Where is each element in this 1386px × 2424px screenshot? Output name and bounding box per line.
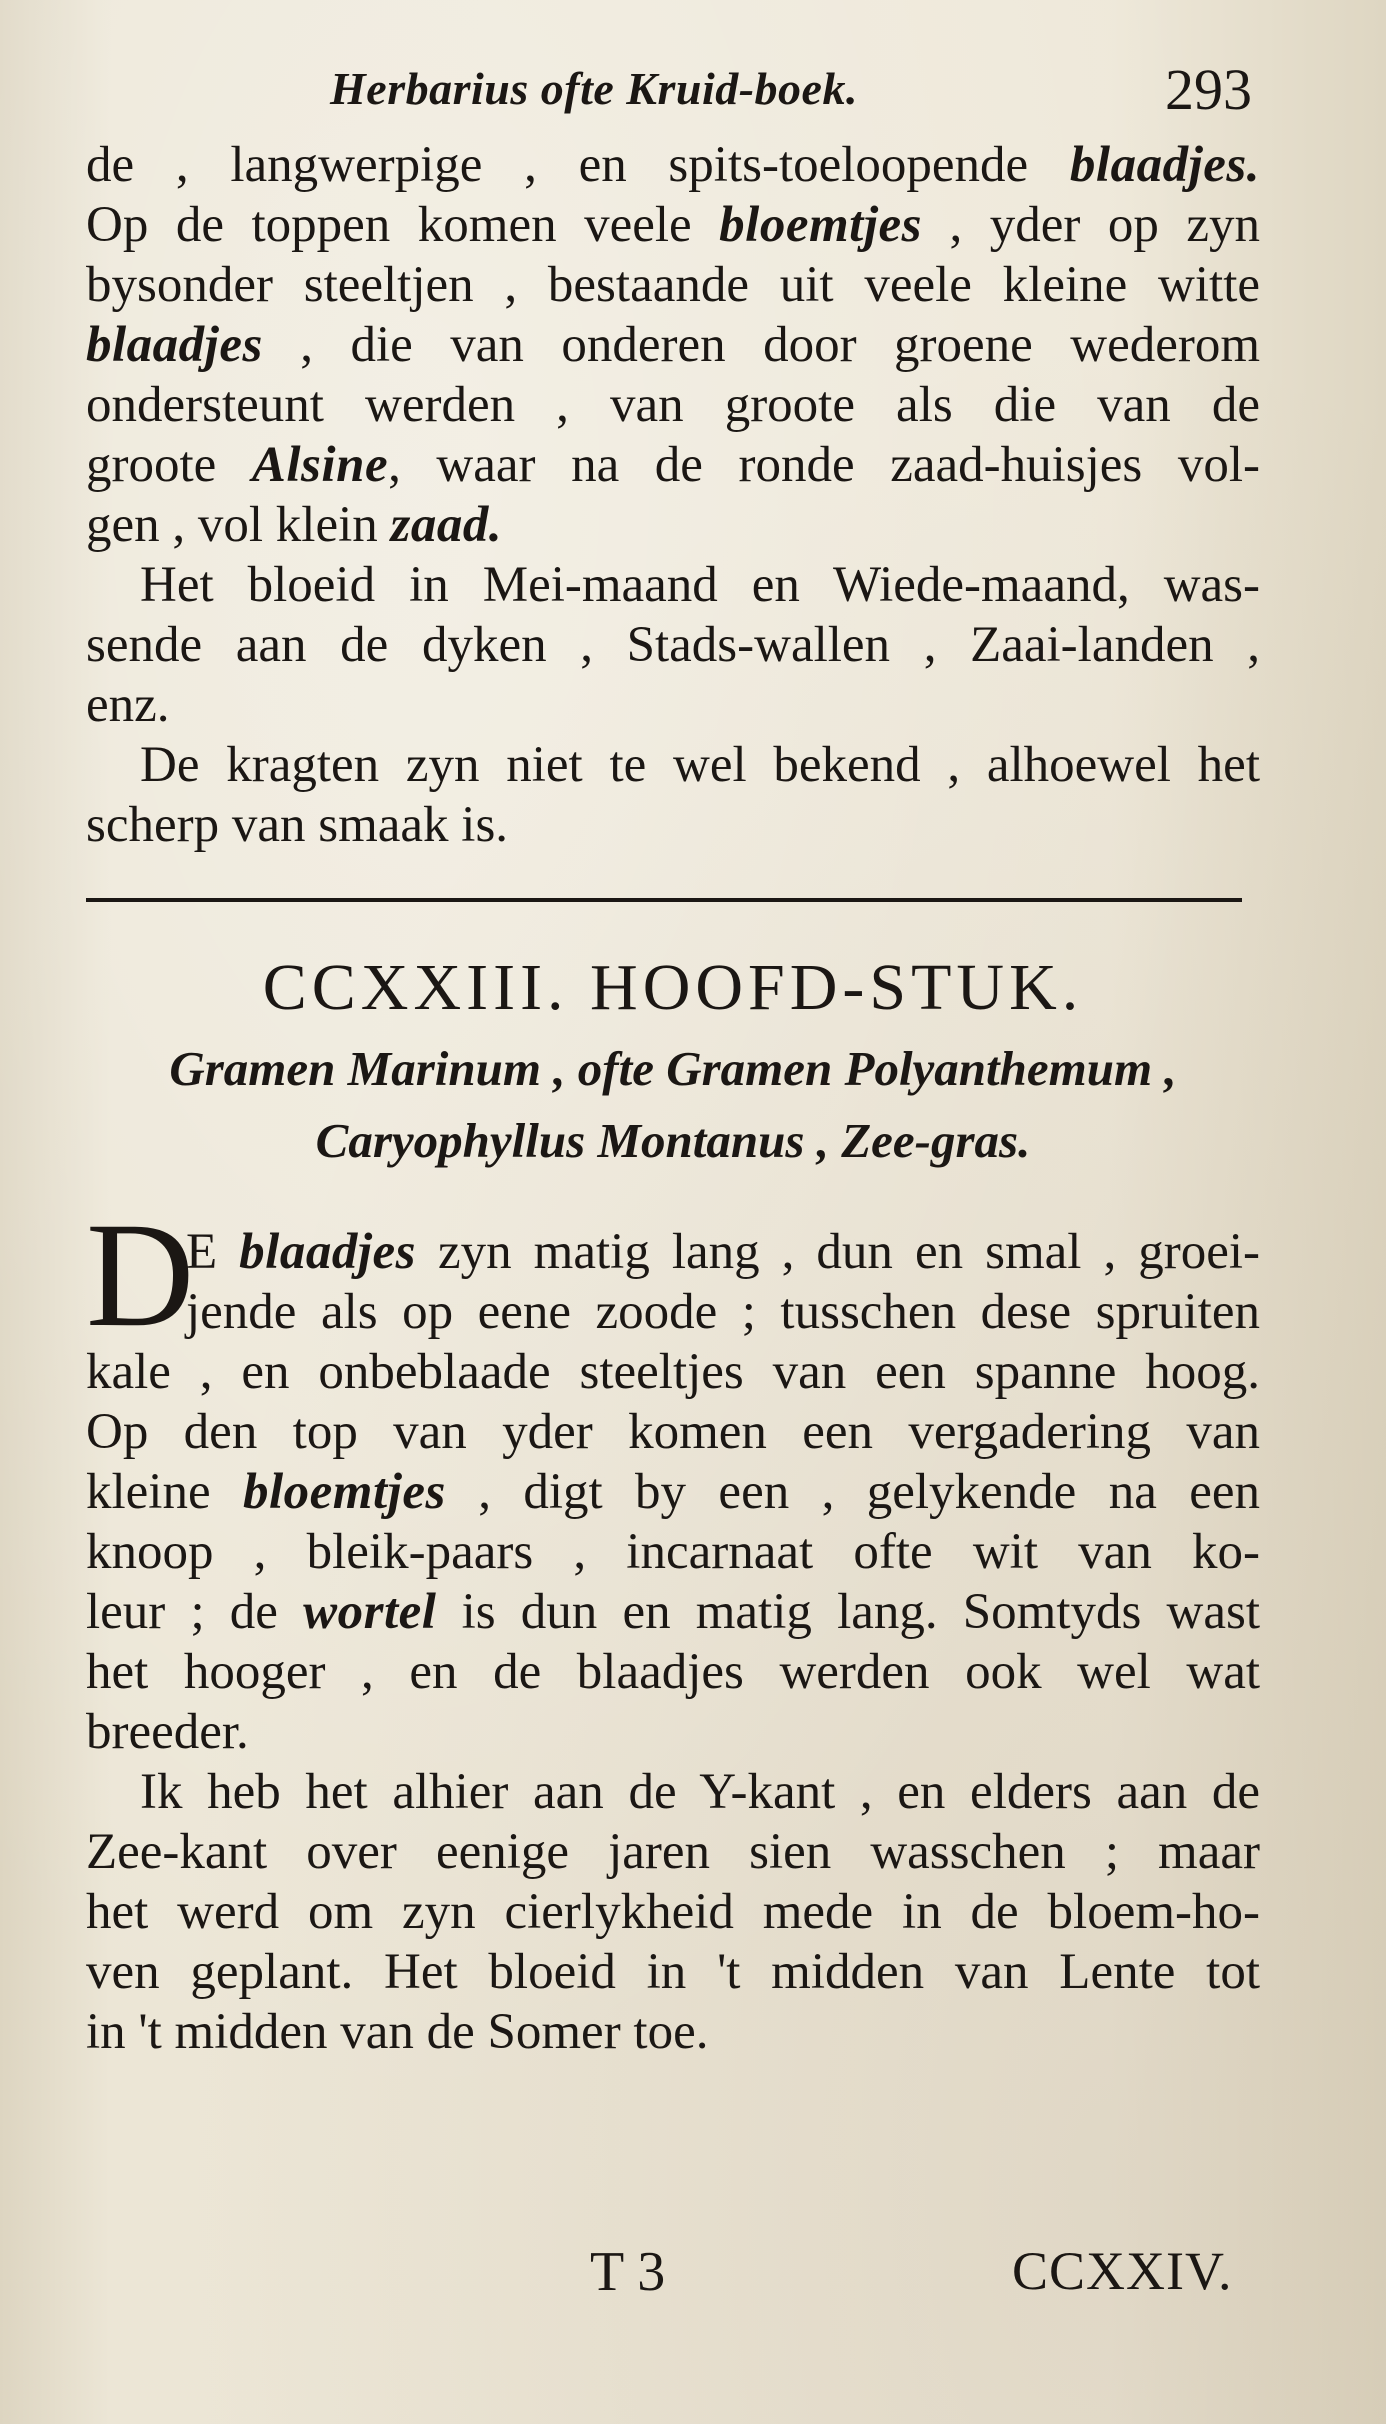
chapter-subtitle-line-2: Caryophyllus Montanus , Zee-gras. (315, 1113, 1031, 1168)
drop-cap-initial: D (86, 1192, 195, 1358)
text-line: Op den top van yder komen een vergadering van (86, 1404, 1260, 1460)
text-line: kale , en onbeblaade steeltjes van een spanne hoog. (86, 1344, 1260, 1400)
text-line: het hooger , en de blaadjes werden ook wel wat (86, 1644, 1260, 1700)
text-line: groote Alsine, waar na de ronde zaad-huisjes vol- (86, 437, 1260, 493)
section-divider-rule (86, 898, 1242, 902)
text-line: Ik heb het alhier aan de Y-kant , en elders aan de (140, 1764, 1260, 1820)
text-line: enz. (86, 677, 170, 733)
text-line: scherp van smaak is. (86, 797, 509, 853)
text-line: breeder. (86, 1704, 249, 1760)
text-line: in 't midden van de Somer toe. (86, 2004, 709, 2060)
text-line: ven geplant. Het bloeid in 't midden van Lente tot (86, 1944, 1260, 2000)
text-line: de , langwerpige , en spits-toeloopende blaadjes. (86, 137, 1260, 193)
text-line: kleine bloemtjes , digt by een , gelykende na een (86, 1464, 1260, 1520)
text-line: blaadjes , die van onderen door groene wederom (86, 317, 1260, 373)
text-line: Op de toppen komen veele bloemtjes , yder op zyn (86, 197, 1260, 253)
text-line: leur ; de wortel is dun en matig lang. Somtyds wast (86, 1584, 1260, 1640)
catchword: CCXXIV. (1012, 2241, 1233, 2301)
chapter-body-text (86, 1222, 1260, 2062)
chapter-title: CCXXIII. HOOFD-STUK. (262, 951, 1084, 1024)
running-head: Herbarius ofte Kruid-boek. (330, 63, 858, 114)
chapter-subtitle-line-1: Gramen Marinum , ofte Gramen Polyanthemum , (169, 1041, 1177, 1096)
text-line: het werd om zyn cierlykheid mede in de bloem-ho- (86, 1884, 1260, 1940)
text-line: bysonder steeltjen , bestaande uit veele kleine witte (86, 257, 1260, 313)
text-line: E blaadjes zyn matig lang , dun en smal , groei- (186, 1224, 1260, 1280)
text-line: jende als op eene zoode ; tusschen dese spruiten (186, 1284, 1260, 1340)
text-line: Het bloeid in Mei-maand en Wiede-maand, was- (140, 557, 1260, 613)
text-line: De kragten zyn niet te wel bekend , alhoewel het (140, 737, 1260, 793)
text-line: knoop , bleik-paars , incarnaat ofte wit van ko- (86, 1524, 1260, 1580)
text-line: gen , vol klein zaad. (86, 497, 503, 553)
page-number: 293 (1165, 57, 1252, 122)
text-line: Zee-kant over eenige jaren sien wasschen ; maar (86, 1824, 1260, 1880)
text-line: ondersteunt werden , van groote als die van de (86, 377, 1260, 433)
signature-mark: T 3 (590, 2241, 666, 2303)
continued-text-block (86, 135, 1260, 855)
text-line: sende aan de dyken , Stads-wallen , Zaai-landen , (86, 617, 1260, 673)
